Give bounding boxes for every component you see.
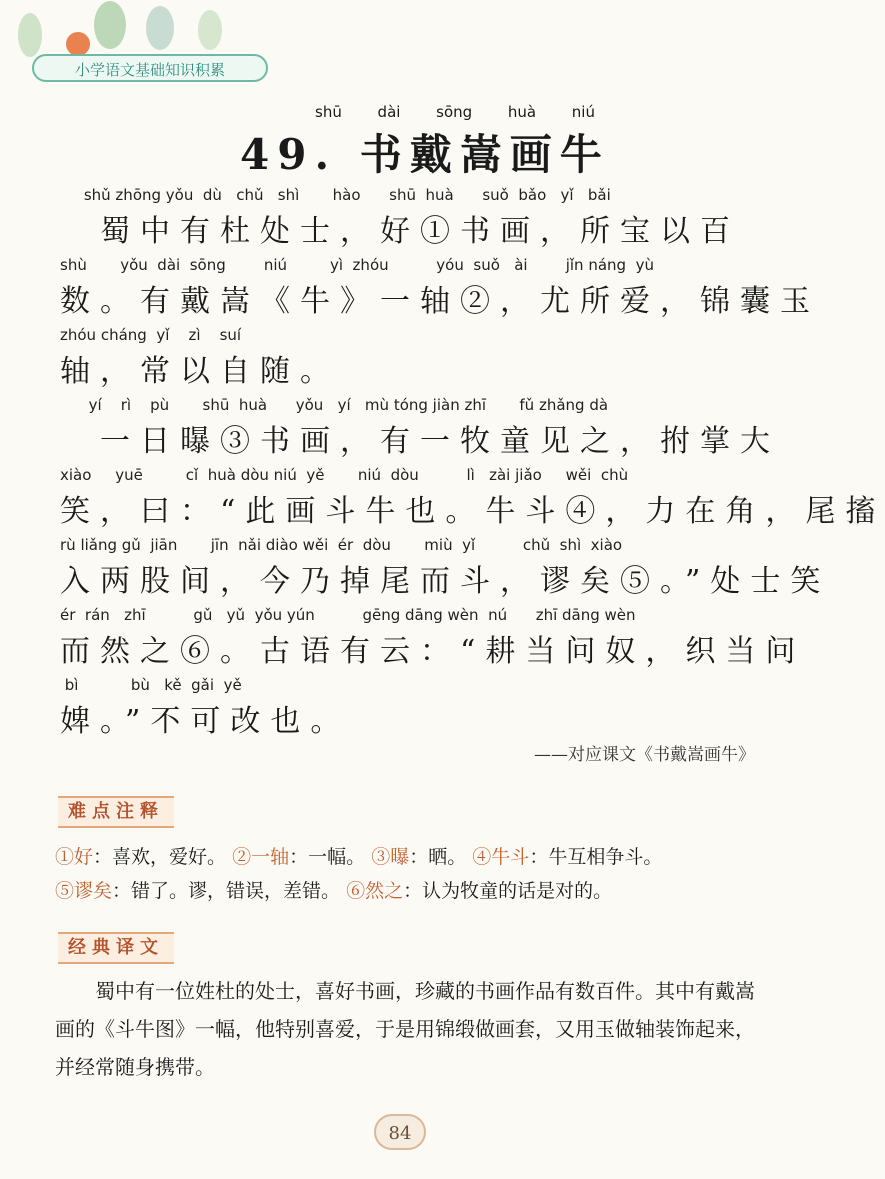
- note-item: [55, 880, 340, 902]
- series-badge: 小学语文基础知识积累: [32, 54, 268, 82]
- note-definition: ：牛互相争斗。: [529, 846, 663, 868]
- body-line: [60, 606, 806, 669]
- title-pinyin: [315, 103, 595, 121]
- body-line-pinyin: ér rán zhī gǔ yǔ yǒu yún gēng dāng wèn nú zhī dāng wèn: [60, 606, 636, 624]
- body-line-text: 蜀中有杜处士，好①书画，所宝以百: [60, 214, 740, 249]
- note-number: ②: [232, 846, 252, 868]
- note-term: 一轴: [251, 846, 290, 868]
- body-line-text: 一日曝③书画，有一牧童见之，拊掌大: [60, 424, 780, 459]
- page-title: 49. 书戴嵩画牛: [240, 130, 610, 179]
- note-term: 好: [74, 846, 94, 868]
- body-line: [60, 676, 760, 738]
- note-item: [346, 880, 612, 902]
- translation-heading: 经典译文: [58, 932, 174, 964]
- body-line-text: 数。有戴嵩《牛》一轴②，尤所爱，锦囊玉: [60, 284, 820, 319]
- source-citation: ——对应课文《书戴嵩画牛》: [534, 745, 755, 765]
- note-number: ③: [371, 846, 391, 868]
- body-line-pinyin: yí rì pù shū huà yǒu yí mù tóng jiàn zhī fǔ zhǎng dà: [60, 396, 609, 414]
- title-pinyin-syllable: niú: [571, 103, 595, 121]
- body-line: [60, 466, 885, 529]
- note-number: ⑤: [55, 880, 75, 902]
- note-definition: ：喜欢，爱好。: [93, 846, 227, 868]
- note-definition: ：认为牧童的话是对的。: [403, 880, 613, 902]
- notes-block: [55, 840, 765, 908]
- title-pinyin-syllable: dài: [377, 103, 401, 121]
- body-line-text: 笑，曰：“此画斗牛也。牛斗④，力在角，尾搐: [60, 494, 885, 529]
- body-line: [60, 536, 831, 599]
- body-line-text: 轴，常以自随。: [60, 354, 340, 389]
- note-term: 然之: [365, 880, 404, 902]
- header-leaf-decoration: [10, 0, 270, 60]
- note-number: ①: [55, 846, 75, 868]
- note-item: [55, 846, 226, 868]
- body-line: [60, 326, 760, 388]
- body-line-pinyin: shù yǒu dài sōng niú yì zhóu yóu suǒ ài jǐn náng yù: [60, 256, 654, 274]
- page-number: 84: [374, 1114, 426, 1150]
- body-line: [60, 256, 820, 319]
- note-number: ④: [472, 846, 492, 868]
- body-line-pinyin: zhóu cháng yǐ zì suí: [60, 326, 242, 344]
- body-line: [60, 186, 760, 248]
- body-line-pinyin: shǔ zhōng yǒu dù chǔ shì hào shū huà suǒ bǎo yǐ bǎi: [60, 186, 611, 204]
- note-item: [472, 846, 662, 868]
- title-pinyin-syllable: huà: [507, 103, 537, 121]
- body-line-pinyin: xiào yuē cǐ huà dòu niú yě niú dòu lì zài jiǎo wěi chù: [60, 466, 629, 484]
- body-line-text: 婢。”不可改也。: [60, 704, 351, 739]
- body-line-text: 入两股间，今乃掉尾而斗，谬矣⑤。”处士笑: [60, 564, 831, 599]
- note-definition: ：晒。: [409, 846, 467, 868]
- translation-text: 蜀中有一位姓杜的处士，喜好书画，珍藏的书画作品有数百件。其中有戴嵩画的《斗牛图》一幅，他特别喜爱，于是用锦缎做画套，又用玉做轴装饰起来，并经常随身携带。: [55, 979, 755, 1079]
- body-line-pinyin: bì bù kě gǎi yě: [60, 676, 242, 694]
- note-definition: ：一幅。: [289, 846, 366, 868]
- note-term: 曝: [390, 846, 410, 868]
- note-item: [232, 846, 365, 868]
- body-line-text: 而然之⑥。古语有云：“耕当问奴，织当问: [60, 634, 806, 669]
- note-term: 谬矣: [74, 880, 113, 902]
- note-definition: ：错了。谬，错误，差错。: [112, 880, 341, 902]
- note-number: ⑥: [346, 880, 366, 902]
- notes-heading: 难点注释: [58, 796, 174, 828]
- note-term: 牛斗: [491, 846, 530, 868]
- note-item: [371, 846, 466, 868]
- body-line: [60, 396, 780, 459]
- title-pinyin-syllable: sōng: [436, 103, 473, 121]
- title-pinyin-syllable: shū: [315, 103, 342, 121]
- body-line-pinyin: rù liǎng gǔ jiān jīn nǎi diào wěi ér dòu miù yǐ chǔ shì xiào: [60, 536, 623, 554]
